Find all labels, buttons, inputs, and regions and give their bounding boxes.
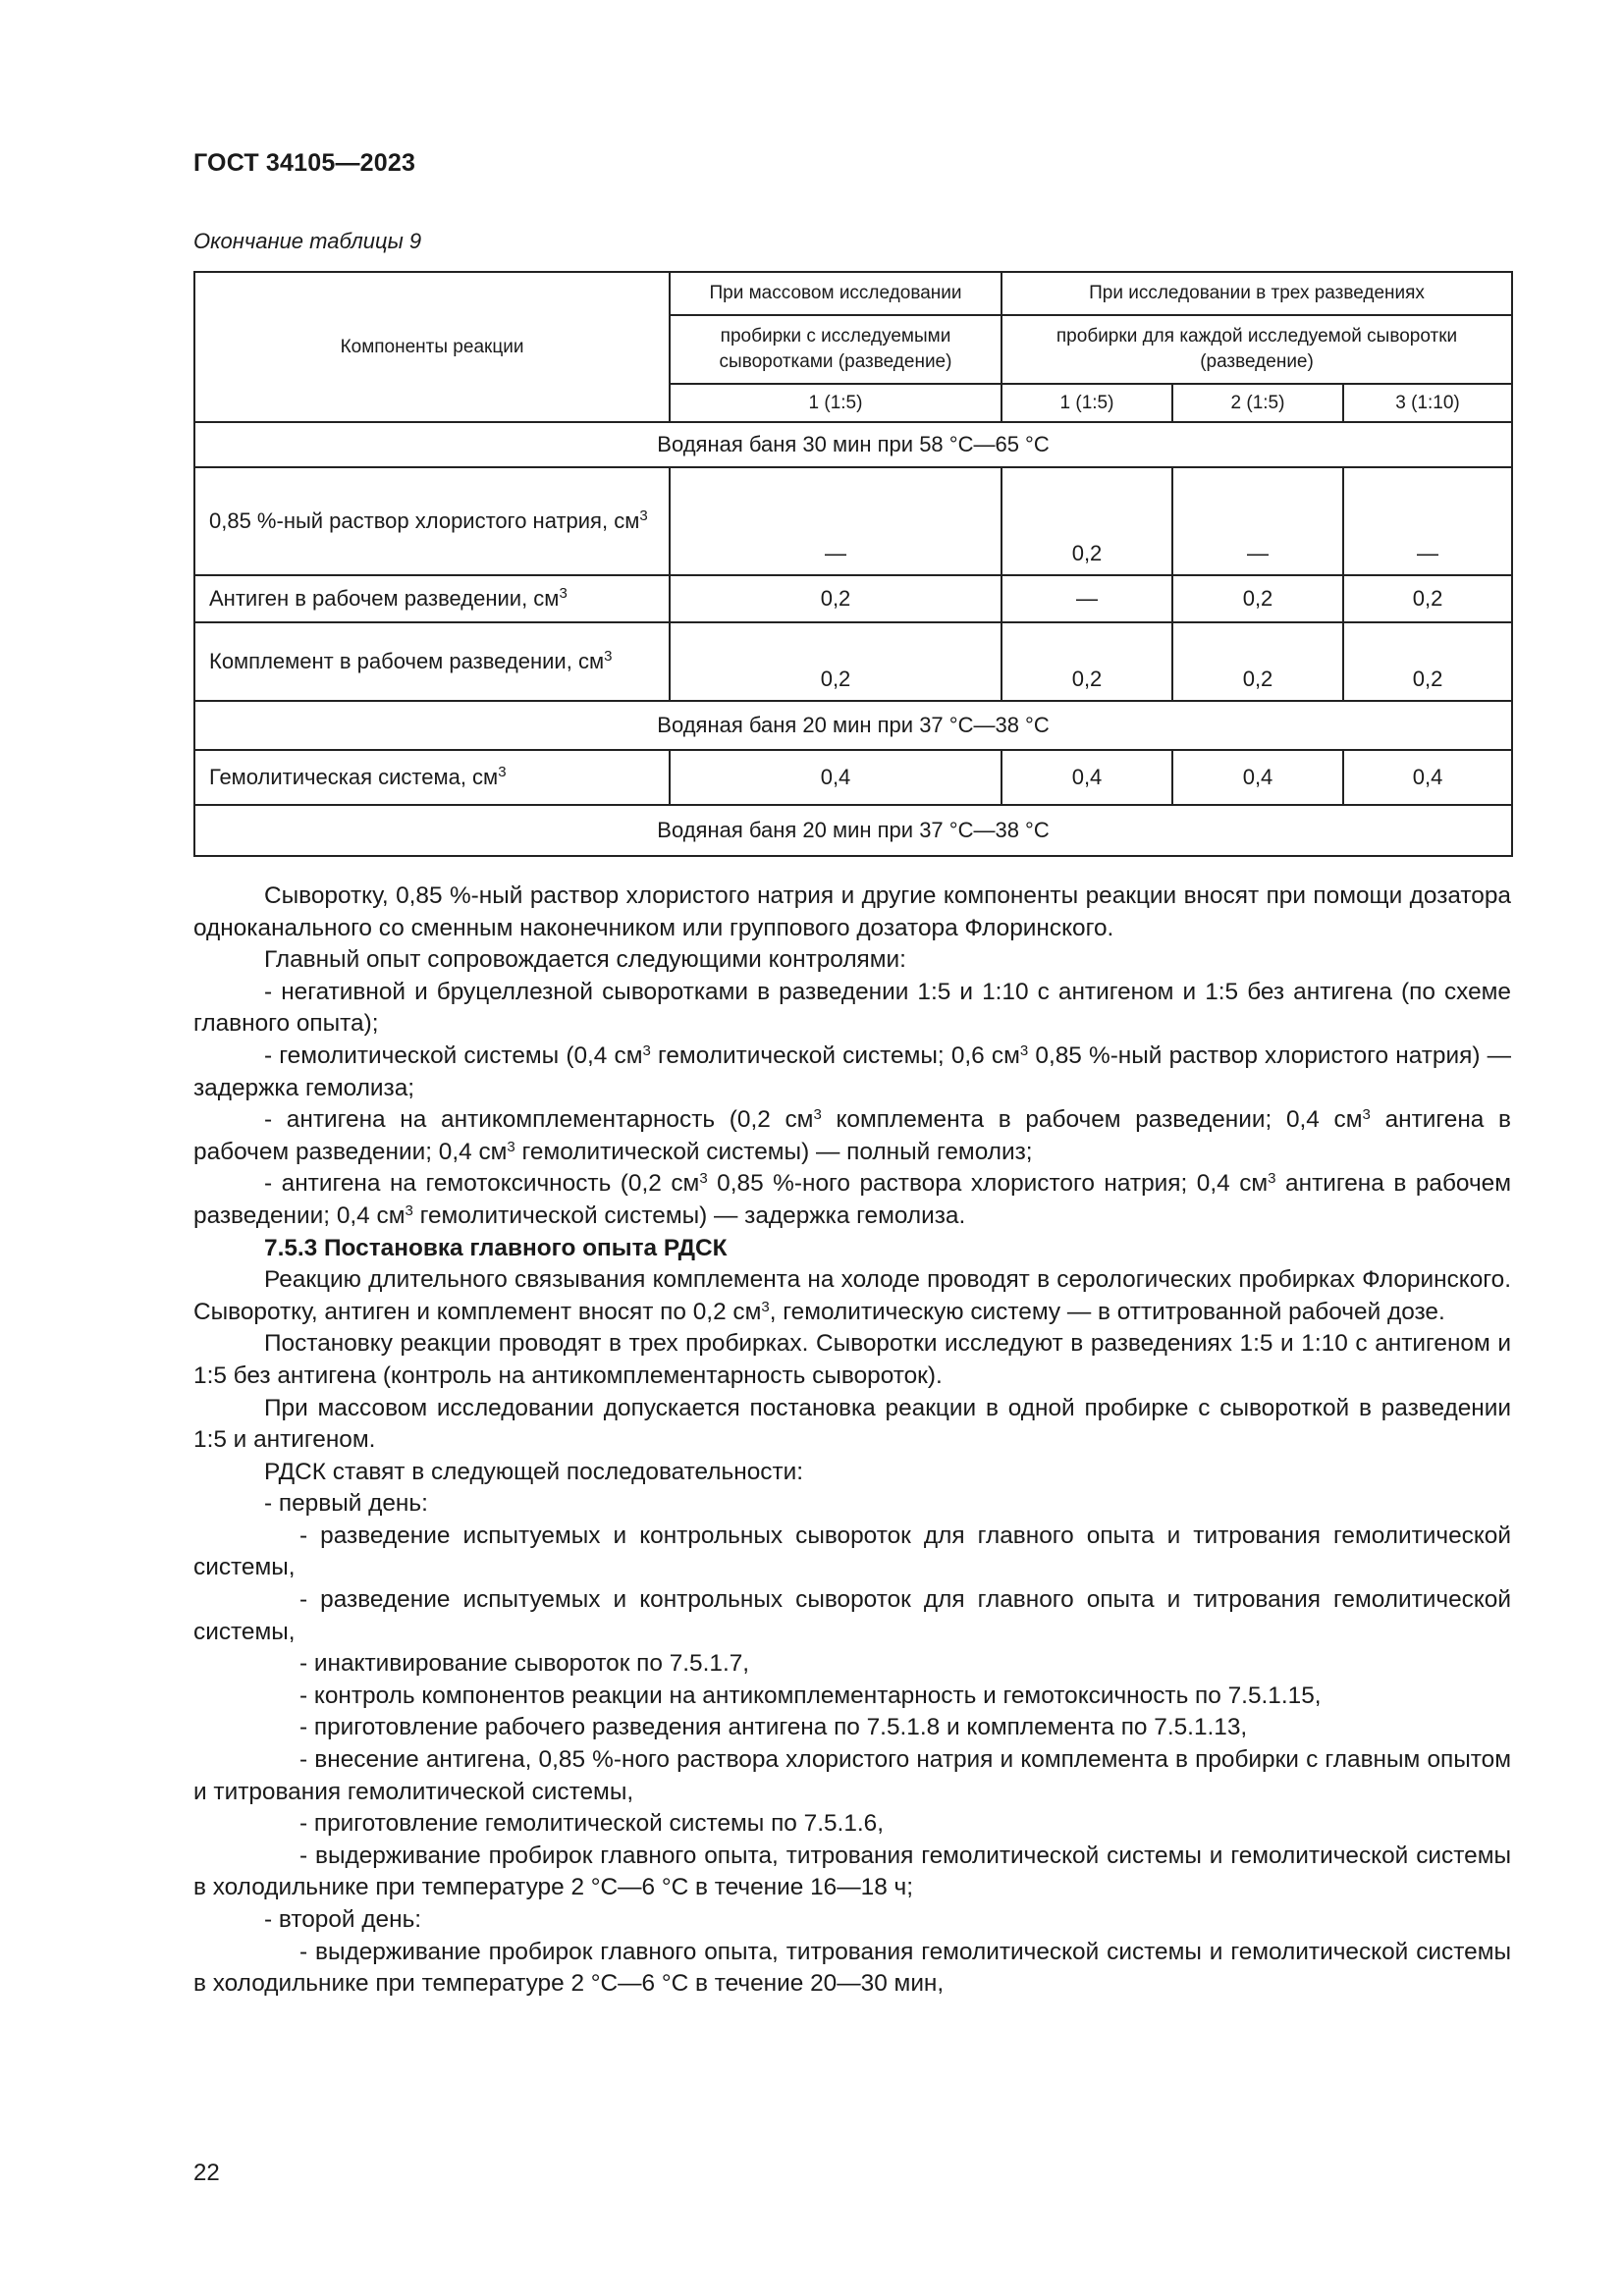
table-cell: 0,2 (670, 622, 1001, 701)
row-label-complement: Комплемент в рабочем разведении, $см^3$ (194, 622, 670, 701)
water-bath-row-2: Водяная баня 20 мин при 37 °С—38 °С (194, 701, 1512, 750)
list-item: - выдерживание пробирок главного опыта, титрования гемолитической системы и гемолитической системы в холодильнике при температуре 2 °С—6 °С в течение 20—30 мин, (193, 1938, 1511, 1998)
mass-header: При массовом исследовании (670, 272, 1001, 315)
water-bath-row-3: Водяная баня 20 мин при 37 °С—38 °С (194, 805, 1512, 856)
table-cell: 0,2 (1343, 575, 1512, 622)
list-item: - второй день: (264, 1906, 422, 1933)
water-bath-row-1: Водяная баня 30 мин при 58 °С—65 °С (194, 422, 1512, 467)
row-label-nacl: 0,85 %-ный раствор хлористого натрия, $см^3$ (194, 467, 670, 575)
table-row (194, 467, 1512, 575)
table-cell: — (1001, 575, 1172, 622)
three-dilutions-header: При исследовании в трех разведениях (1001, 272, 1512, 315)
list-item: - инактивирование сывороток по 7.5.1.7, (299, 1650, 750, 1678)
list-item: - первый день: (264, 1490, 428, 1518)
table-cell: — (670, 467, 1001, 575)
table-cell: 0,2 (1001, 467, 1172, 575)
table-row (194, 750, 1512, 805)
paragraph: - антигена на гемотоксичность (0,2 $см^3$ 0,85 %-ного раствора хлористого натрия; 0,4 $см^3$ антигена в рабочем разведении; 0,4 $см^3$ гемолитической системы) — задержка гемолиза. (193, 1170, 1511, 1229)
list-item: - приготовление рабочего разведения антигена по 7.5.1.8 и комплемента по 7.5.1.13, (299, 1714, 1248, 1741)
table-cell: 0,4 (670, 750, 1001, 805)
table-cell: 0,4 (1172, 750, 1343, 805)
mass-subheader: пробирки с исследуемыми сыворотками (разведение) (670, 315, 1001, 384)
paragraph: Реакцию длительного связывания комплемента на холоде проводят в серологических пробирках Флоринского. Сыворотку, антиген и комплемент вносят по 0,2 $см^3$, гемолитическую систему — в оттитрованной рабочей дозе. (193, 1266, 1511, 1325)
table-row (194, 575, 1512, 622)
list-item: - разведение испытуемых и контрольных сывороток для главного опыта и титрования гемолитической системы, (193, 1522, 1511, 1581)
table-cell: 0,2 (1172, 575, 1343, 622)
col-header-three-3: 3 (1:10) (1343, 384, 1512, 422)
col-header-mass-1: 1 (1:5) (670, 384, 1001, 422)
table-cell: 0,2 (670, 575, 1001, 622)
section-heading: 7.5.3 Постановка главного опыта РДСК (264, 1234, 728, 1261)
list-item: - разведение испытуемых и контрольных сывороток для главного опыта и титрования гемолитической системы, (193, 1586, 1511, 1645)
col-header-three-2: 2 (1:5) (1172, 384, 1343, 422)
table-cell: 0,2 (1172, 622, 1343, 701)
paragraph: Главный опыт сопровождается следующими контролями: (264, 946, 906, 974)
table-cell: 0,4 (1343, 750, 1512, 805)
paragraph: Постановку реакции проводят в трех пробирках. Сыворотки исследуют в разведениях 1:5 и 1:10 с антигеном и 1:5 без антигена (контроль на антикомплементарность сывороток). (193, 1330, 1511, 1389)
table-cell: 0,2 (1001, 622, 1172, 701)
three-dilutions-subheader: пробирки для каждой исследуемой сыворотки (разведение) (1001, 315, 1512, 384)
row-label-hemolytic-system: Гемолитическая система, $см^3$ (194, 750, 670, 805)
list-item: - приготовление гемолитической системы по 7.5.1.6, (299, 1810, 884, 1838)
row-label-antigen: Антиген в рабочем разведении, $см^3$ (194, 575, 670, 622)
paragraph: При массовом исследовании допускается постановка реакции в одной пробирке с сывороткой в разведении 1:5 и антигеном. (193, 1394, 1511, 1454)
page-number: 22 (193, 2160, 220, 2186)
table-cell: — (1343, 467, 1512, 575)
list-item: - контроль компонентов реакции на антикомплементарность и гемотоксичность по 7.5.1.15, (299, 1682, 1322, 1709)
col-header-three-1: 1 (1:5) (1001, 384, 1172, 422)
paragraph: - антигена на антикомплементарность (0,2 $см^3$ комплемента в рабочем разведении; 0,4 $см^3$ антигена в рабочем разведении; 0,4 $см^3$ гемолитической системы) — полный гемолиз; (193, 1105, 1512, 1165)
table-row (194, 622, 1512, 701)
paragraph: - гемолитической системы (0,4 $см^3$ гемолитической системы; 0,6 $см^3$ 0,85 %-ный раствор хлористого натрия) — задержка гемолиза; (193, 1041, 1511, 1101)
paragraph: - негативной и бруцеллезной сыворотками в разведении 1:5 и 1:10 с антигеном и 1:5 без антигена (по схеме главного опыта); (193, 978, 1511, 1038)
table-cell: — (1172, 467, 1343, 575)
components-header: Компоненты реакции (194, 272, 670, 422)
table-cell: 0,2 (1343, 622, 1512, 701)
list-item: - выдерживание пробирок главного опыта, титрования гемолитической системы и гемолитической системы в холодильнике при температуре 2 °С—6 °С в течение 16—18 ч; (193, 1842, 1511, 1901)
table-caption: Окончание таблицы 9 (193, 229, 422, 253)
document-code: ГОСТ 34105—2023 (193, 149, 416, 177)
paragraph: Сыворотку, 0,85 %-ный раствор хлористого натрия и другие компоненты реакции вносят при помощи дозатора одноканального со сменным наконечником или группового дозатора Флоринского. (193, 882, 1511, 941)
body-text (193, 881, 1511, 2001)
list-item: - внесение антигена, 0,85 %-ного раствора хлористого натрия и комплемента в пробирки с главным опытом и титрования гемолитической системы, (193, 1746, 1511, 1805)
table-cell: 0,4 (1001, 750, 1172, 805)
table-9 (193, 271, 1513, 857)
paragraph: РДСК ставят в следующей последовательности: (264, 1458, 804, 1485)
